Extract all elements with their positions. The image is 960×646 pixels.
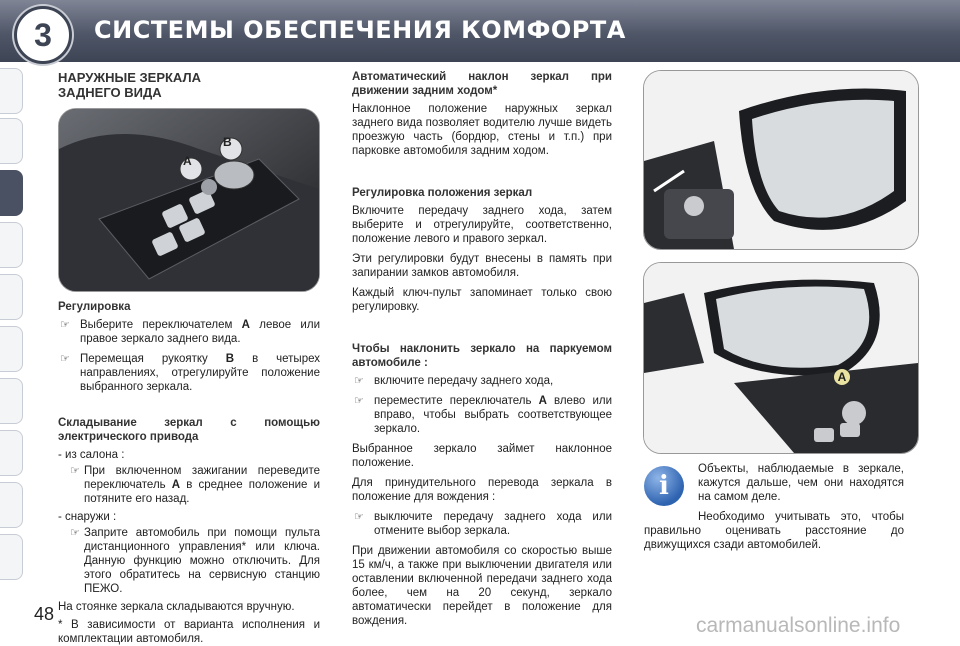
mirror-photo-bottom — [643, 262, 919, 454]
bullet-item — [352, 510, 612, 538]
footnote: * В зависимости от варианта исполнения и комплектации автомобиля. — [58, 619, 320, 645]
chapter-number-badge: 3 — [14, 6, 72, 64]
bullet-item — [58, 526, 320, 596]
mirror-normal-illustration — [644, 263, 918, 453]
bullet-text: левое или правое зеркало заднего вида. — [80, 319, 320, 345]
side-tab[interactable] — [0, 222, 23, 268]
position-adjust-text: Включите передачу заднего хода, затем выберите и отрегулируйте, соответственно, положение левого и правого зеркал. — [352, 205, 612, 245]
side-tab[interactable] — [0, 68, 23, 114]
page-number: 48 — [34, 604, 55, 624]
fold-outside-label: - снаружи : — [58, 511, 117, 523]
info-text: Объекты, наблюдаемые в зеркале, кажутся дальше, чем они находятся на самом деле. — [698, 463, 904, 503]
info-text: Необходимо учитывать это, чтобы правильно оценивать расстояние до движущихся сзади автомобилей. — [644, 511, 904, 551]
fold-inside-label: - из салона : — [58, 449, 125, 461]
parking-tilt-text: Выбранное зеркало займет наклонное положение. — [352, 443, 612, 469]
bullet-item — [58, 318, 320, 346]
section-title-line: НАРУЖНЫЕ ЗЕРКАЛА — [58, 70, 201, 85]
parking-tilt-heading: Чтобы наклонить зеркало на паркуемом автомобиле : — [352, 343, 612, 369]
pointing-finger-icon: ☞ — [354, 375, 364, 387]
photo-label-a: A — [183, 154, 192, 168]
column-middle — [352, 70, 612, 634]
info-text-top — [698, 462, 904, 510]
door-switch-photo — [58, 108, 320, 292]
bullet-bold: A — [171, 479, 181, 491]
chapter-side-tabs — [0, 62, 32, 622]
bullet-text: включите передачу заднего хода, — [374, 375, 554, 387]
bullet-text: выключите передачу заднего хода или отмените выбор зеркала. — [374, 511, 612, 537]
mirror-tilted-illustration — [644, 71, 918, 249]
bullet-text: При включенном зажигании переведите переключатель — [84, 465, 320, 491]
info-text-bottom — [644, 510, 904, 558]
pointing-finger-icon: ☞ — [60, 319, 70, 331]
side-tab-active[interactable] — [0, 170, 23, 216]
photo-label-a: A — [834, 369, 850, 385]
parking-tilt-text: При движении автомобиля со скоростью выше 15 км/ч, а также при выключении двигателя или оставлении включенной передачи заднего хода более, чем на 20 секунд, зеркало автоматически перейдет в положение для вождения. — [352, 545, 612, 627]
bullet-item — [58, 464, 320, 506]
adjust-heading: Регулировка — [58, 301, 131, 313]
chapter-title: СИСТЕМЫ ОБЕСПЕЧЕНИЯ КОМФОРТА — [94, 16, 626, 44]
fold-parking-note: На стоянке зеркала складываются вручную. — [58, 601, 295, 613]
bullet-item — [58, 352, 320, 394]
position-adjust-text: Каждый ключ-пульт запоминает только свою регулировку. — [352, 287, 612, 313]
pointing-finger-icon: ☞ — [70, 527, 80, 539]
bullet-text: в четырех направлениях, отрегулируйте положение выбранного зеркала. — [80, 353, 320, 393]
pointing-finger-icon: ☞ — [354, 395, 364, 407]
photo-label-b: B — [223, 135, 232, 149]
side-tab[interactable] — [0, 534, 23, 580]
side-tab[interactable] — [0, 430, 23, 476]
bullet-text: Выберите переключателем — [80, 319, 242, 331]
bullet-text: переместите переключатель — [374, 395, 539, 407]
side-tab[interactable] — [0, 378, 23, 424]
auto-tilt-heading: Автоматический наклон зеркал при движении задним ходом* — [352, 71, 612, 97]
auto-tilt-text: Наклонное положение наружных зеркал заднего вида позволяет водителю лучше видеть проезжую часть (бордюр, стены и т.п.) при парковке автомобиля задним ходом. — [352, 103, 612, 157]
position-adjust-text: Эти регулировки будут внесены в память при запирании замков автомобиля. — [352, 253, 612, 279]
door-switch-illustration — [59, 109, 319, 291]
bullet-bold: B — [225, 353, 235, 365]
position-adjust-heading: Регулировка положения зеркал — [352, 187, 533, 199]
bullet-text: Перемещая рукоятку — [80, 353, 226, 365]
column-left-text — [58, 300, 320, 646]
bullet-text: влево или вправо, чтобы выбрать соответствующее зеркало. — [374, 395, 613, 435]
bullet-text: в среднее положение и потяните его назад. — [84, 479, 320, 505]
info-icon: i — [644, 466, 684, 506]
side-tab[interactable] — [0, 118, 23, 164]
bullet-text: Заприте автомобиль при помощи пульта дистанционного управления* или ключа. Данную функцию можно отключить. Для этого обратитесь на сервисную станцию ПЕЖО. — [84, 527, 320, 595]
chapter-header — [0, 0, 960, 62]
watermark: carmanualsonline.info — [696, 614, 901, 637]
bullet-bold: A — [538, 395, 547, 407]
pointing-finger-icon: ☞ — [70, 465, 80, 477]
mirror-photo-top — [643, 70, 919, 250]
pointing-finger-icon: ☞ — [354, 511, 364, 523]
side-tab[interactable] — [0, 274, 23, 320]
pointing-finger-icon: ☞ — [60, 353, 70, 365]
side-tab[interactable] — [0, 326, 23, 372]
column-left — [58, 70, 320, 104]
bullet-bold: A — [241, 319, 250, 331]
parking-tilt-text: Для принудительного перевода зеркала в положение для вождения : — [352, 477, 612, 503]
side-tab[interactable] — [0, 482, 23, 528]
fold-heading: Складывание зеркал с помощью электрического привода — [58, 417, 320, 443]
bullet-item — [352, 394, 612, 436]
bullet-item — [352, 374, 612, 388]
section-title — [58, 70, 320, 100]
section-title-line: ЗАДНЕГО ВИДА — [58, 85, 162, 100]
